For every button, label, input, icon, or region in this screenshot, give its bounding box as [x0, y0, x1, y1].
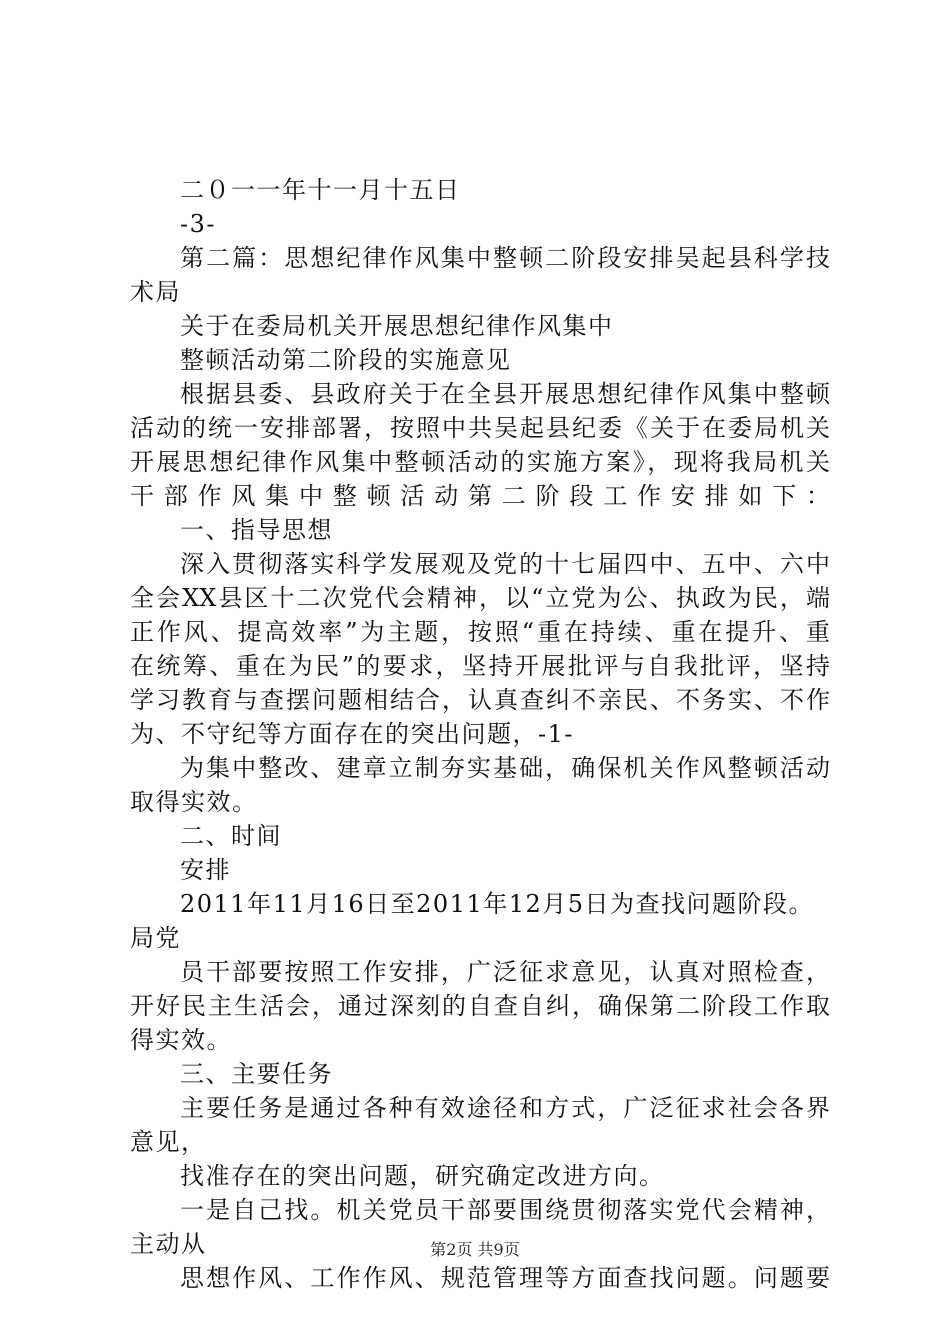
text-line: 为集中整改、建章立制夯实基础，确保机关作风整顿活动 — [180, 754, 830, 782]
page-footer — [0, 1240, 950, 1260]
text-line: 找准存在的突出问题，研究确定改进方向。 — [180, 1162, 665, 1190]
text-line: 思想作风、工作作风、规范管理等方面查找问题。问题要 — [180, 1264, 830, 1292]
text-line: 一、指导思想 — [180, 516, 333, 544]
text-line: 在统筹、重在为民”的要求，坚持开展批评与自我批评，坚持 — [130, 652, 830, 680]
text-line: -3- — [180, 210, 216, 238]
text-line: 局党 — [130, 924, 181, 952]
text-line: 得实效。 — [130, 1026, 232, 1054]
text-line: 整顿活动第二阶段的实施意见 — [180, 346, 512, 374]
text-line: 开展思想纪律作风集中整顿活动的实施方案》，现将我局机关 — [130, 448, 830, 476]
text-line: 主要任务是通过各种有效途径和方式，广泛征求社会各界 — [180, 1094, 830, 1122]
text-line: 取得实效。 — [130, 788, 258, 816]
text-line: 三、主要任务 — [180, 1060, 333, 1088]
text-line: 关于在委局机关开展思想纪律作风集中 — [180, 312, 614, 340]
text-line: 第二篇：思想纪律作风集中整顿二阶段安排吴起县科学技 — [180, 244, 830, 272]
text-line: 开好民主生活会，通过深刻的自查自纠，确保第二阶段工作取 — [130, 992, 830, 1020]
text-line: 根据县委、县政府关于在全县开展思想纪律作风集中整顿 — [180, 380, 830, 408]
text-line: 正作风、提高效率”为主题，按照“重在持续、重在提升、重 — [130, 618, 830, 646]
text-line: 二、时间 — [180, 822, 282, 850]
text-line: 为、不守纪等方面存在的突出问题，-1- — [130, 720, 574, 748]
text-line: 二０一一年十一月十五日 — [180, 176, 461, 204]
text-line: 意见， — [130, 1128, 207, 1156]
page-number: 第2页 共9页 — [430, 1240, 520, 1259]
text-line: 学习教育与查摆问题相结合，认真查纠不亲民、不务实、不作 — [130, 686, 830, 714]
text-line: 2011年11月16日至2011年12月5日为查找问题阶段。 — [180, 890, 815, 918]
text-line: 活动的统一安排部署，按照中共吴起县纪委《关于在委局机关 — [130, 414, 830, 442]
text-line: 员干部要按照工作安排，广泛征求意见，认真对照检查， — [180, 958, 830, 986]
text-line: 全会XX县区十二次党代会精神，以“立党为公、执政为民，端 — [130, 584, 830, 612]
text-line: 主动从 — [130, 1230, 207, 1258]
text-line: 深入贯彻落实科学发展观及党的十七届四中、五中、六中 — [180, 550, 830, 578]
text-line: 一是自己找。机关党员干部要围绕贯彻落实党代会精神， — [180, 1196, 830, 1224]
document-body — [130, 173, 830, 1295]
text-line: 术局 — [130, 278, 181, 306]
text-line: 安排 — [180, 856, 231, 884]
text-line: 干部作风集中整顿活动第二阶段工作安排如下： — [130, 482, 830, 510]
